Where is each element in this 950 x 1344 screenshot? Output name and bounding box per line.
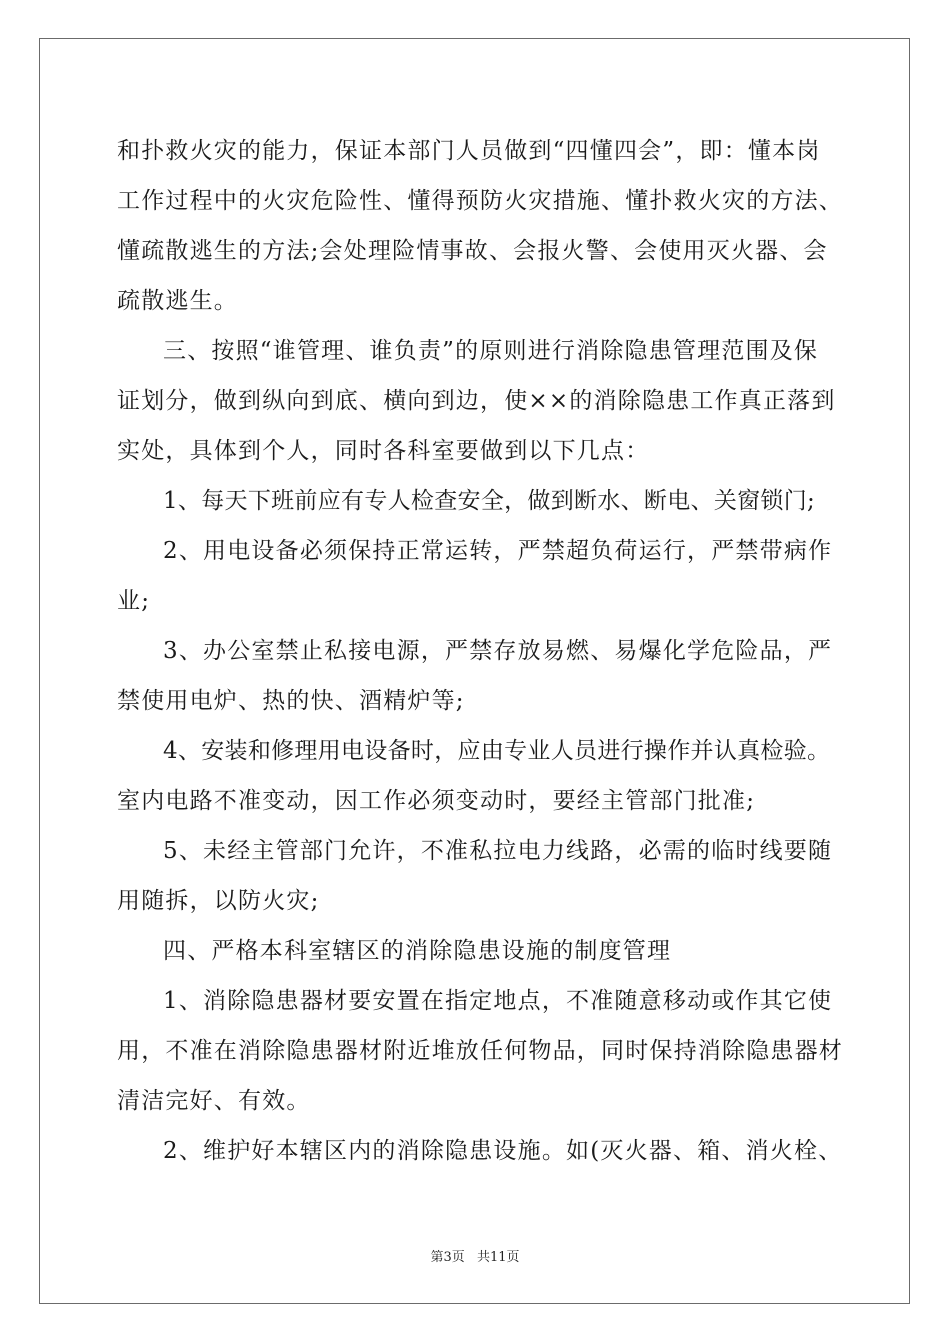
page-footer [0,1246,950,1265]
text-line: 3、办公室禁止私接电源，严禁存放易燃、易爆化学危险品，严 [163,638,833,664]
text-line: 4、安装和修理用电设备时，应由专业人员进行操作并认真检验。 [163,738,831,764]
text-line: 禁使用电炉、热的快、酒精炉等; [117,688,465,714]
text-line: 1、每天下班前应有专人检查安全，做到断水、断电、关窗锁门; [163,488,816,514]
text-line: 清洁完好、有效。 [117,1088,311,1114]
page-total: 共11页 [476,1250,520,1265]
text-line: 和扑救火灾的能力，保证本部门人员做到“四懂四会”，即：懂本岗 [117,138,821,164]
page-number: 第3页 [430,1250,465,1265]
text-line: 懂疏散逃生的方法;会处理险情事故、会报火警、会使用灭火器、会 [117,238,828,264]
text-line: 三、按照“谁管理、谁负责”的原则进行消除隐患管理范围及保 [163,338,819,364]
section-heading: 四、严格本科室辖区的消除隐患设施的制度管理 [163,938,672,964]
text-line: 业; [117,588,151,614]
document-body [117,126,843,1176]
text-line: 疏散逃生。 [117,288,238,314]
text-line: 用，不准在消除隐患器材附近堆放任何物品，同时保持消除隐患器材 [117,1038,843,1064]
text-line: 用随拆，以防火灾; [117,888,320,914]
text-line: 5、未经主管部门允许，不准私拉电力线路，必需的临时线要随 [163,838,833,864]
text-line: 2、维护好本辖区内的消除隐患设施。如(灭火器、箱、消火栓、 [163,1138,843,1164]
text-line: 工作过程中的火灾危险性、懂得预防火灾措施、懂扑救火灾的方法、 [117,188,843,214]
text-line: 实处，具体到个人，同时各科室要做到以下几点： [117,438,650,464]
text-line: 室内电路不准变动，因工作必须变动时，要经主管部门批准; [117,788,756,814]
text-line: 证划分，做到纵向到底、横向到边，使××的消除隐患工作真正落到 [117,388,836,414]
text-line: 1、消除隐患器材要安置在指定地点，不准随意移动或作其它使 [163,988,833,1014]
text-line: 2、用电设备必须保持正常运转，严禁超负荷运行，严禁带病作 [163,538,833,564]
